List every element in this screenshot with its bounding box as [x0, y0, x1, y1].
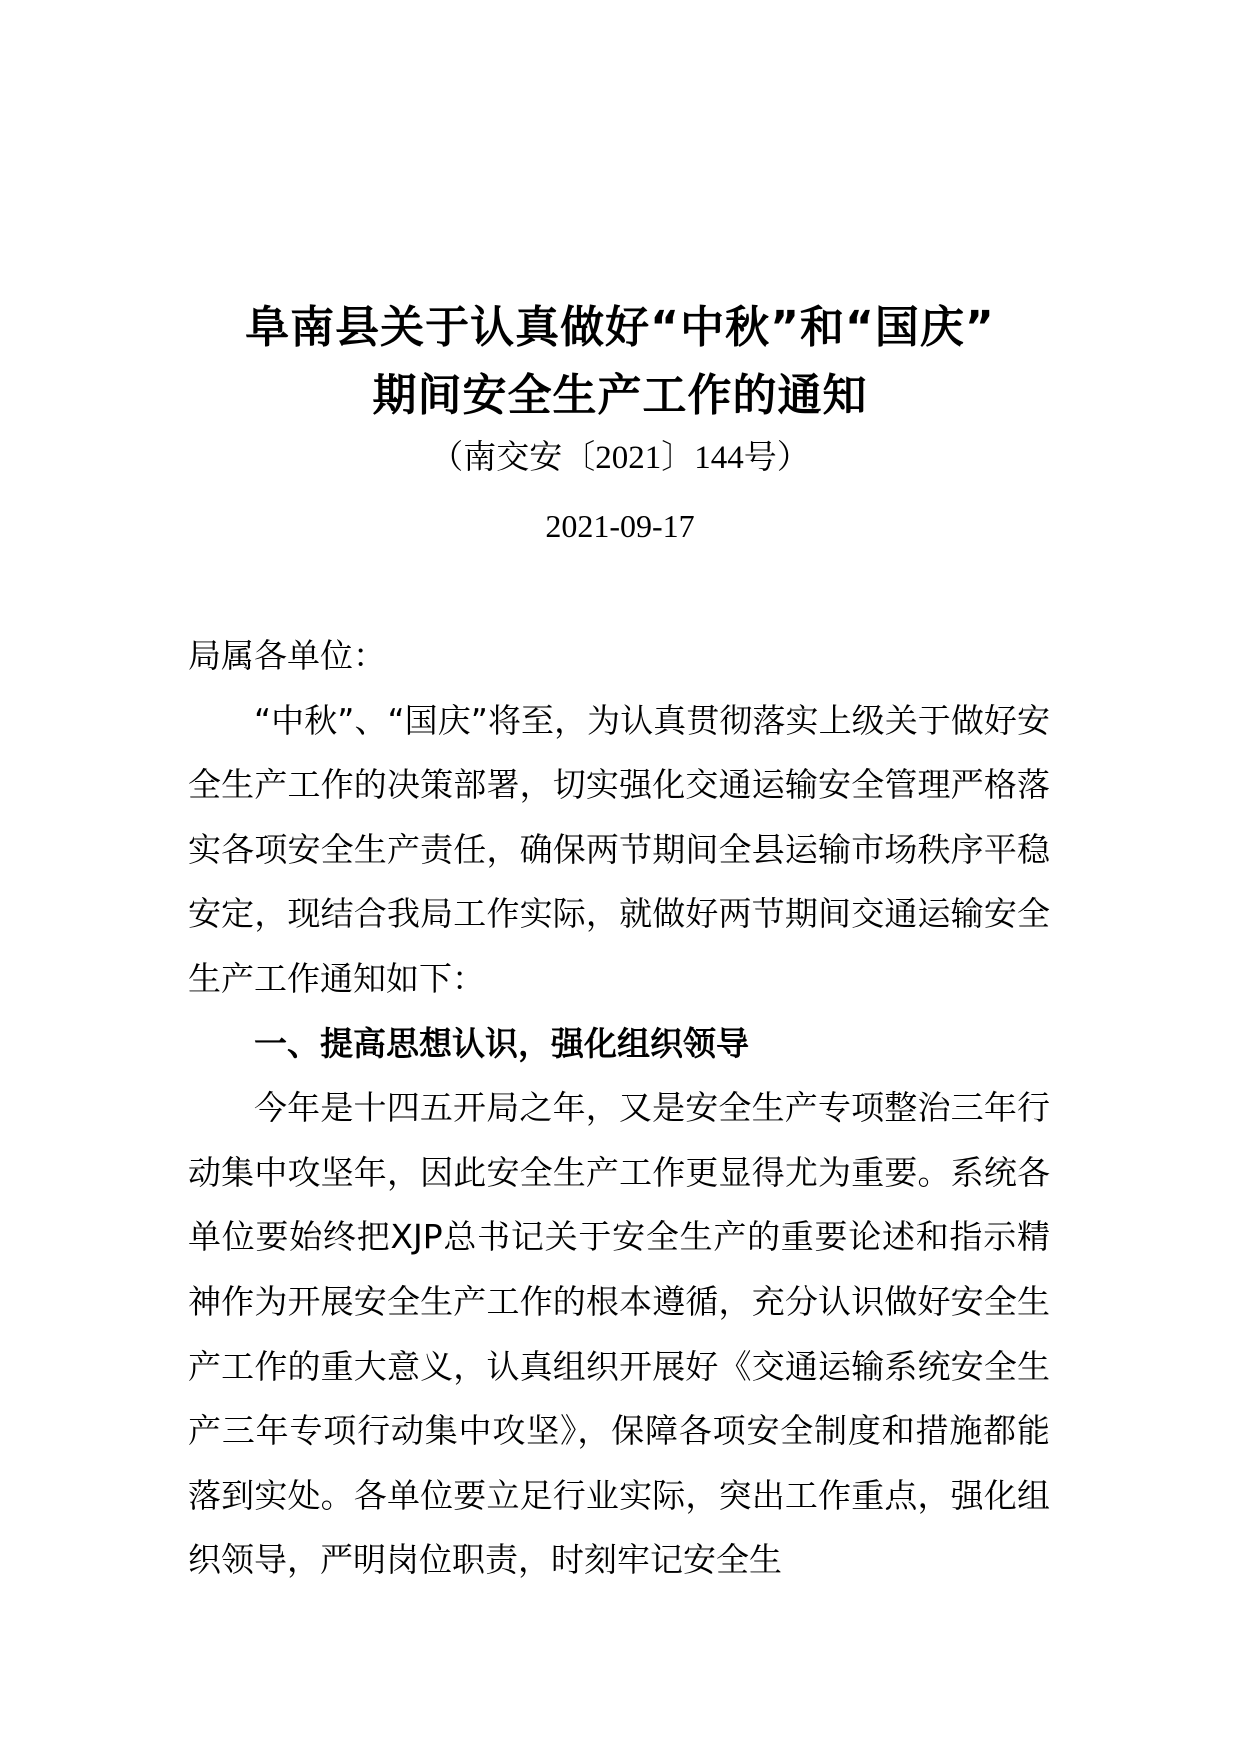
document-title-line-1: 阜南县关于认真做好“中秋”和“国庆”: [245, 302, 995, 353]
document-body: [188, 624, 1050, 1593]
intro-paragraph: “中秋”、“国庆”将至，为认真贯彻落实上级关于做好安全生产工作的决策部署，切实强化交通运输安全管理严格落实各项安全生产责任，确保两节期间全县运输市场秩序平稳安定，现结合我局工作实际，就做好两节期间交通运输安全生产工作通知如下：: [188, 700, 1050, 998]
salutation: 局属各单位：: [188, 636, 386, 675]
document-title-line-2: 期间安全生产工作的通知: [372, 370, 868, 421]
document-number: （南交安〔2021〕144号）: [430, 440, 810, 476]
section-1-paragraph: 今年是十四五开局之年，又是安全生产专项整治三年行动集中攻坚年，因此安全生产工作更显得尤为重要。系统各单位要始终把XJP总书记关于安全生产的重要论述和指示精神作为开展安全生产工作的根本遵循，充分认识做好安全生产工作的重大意义，认真组织开展好《交通运输系统安全生产三年专项行动集中攻坚》，保障各项安全制度和措施都能落到实处。各单位要立足行业实际，突出工作重点，强化组织领导，严明岗位职责，时刻牢记安全生: [188, 1088, 1050, 1580]
document-date: 2021-09-17: [545, 508, 695, 544]
section-1-heading: 一、提高思想认识，强化组织领导: [254, 1023, 749, 1063]
